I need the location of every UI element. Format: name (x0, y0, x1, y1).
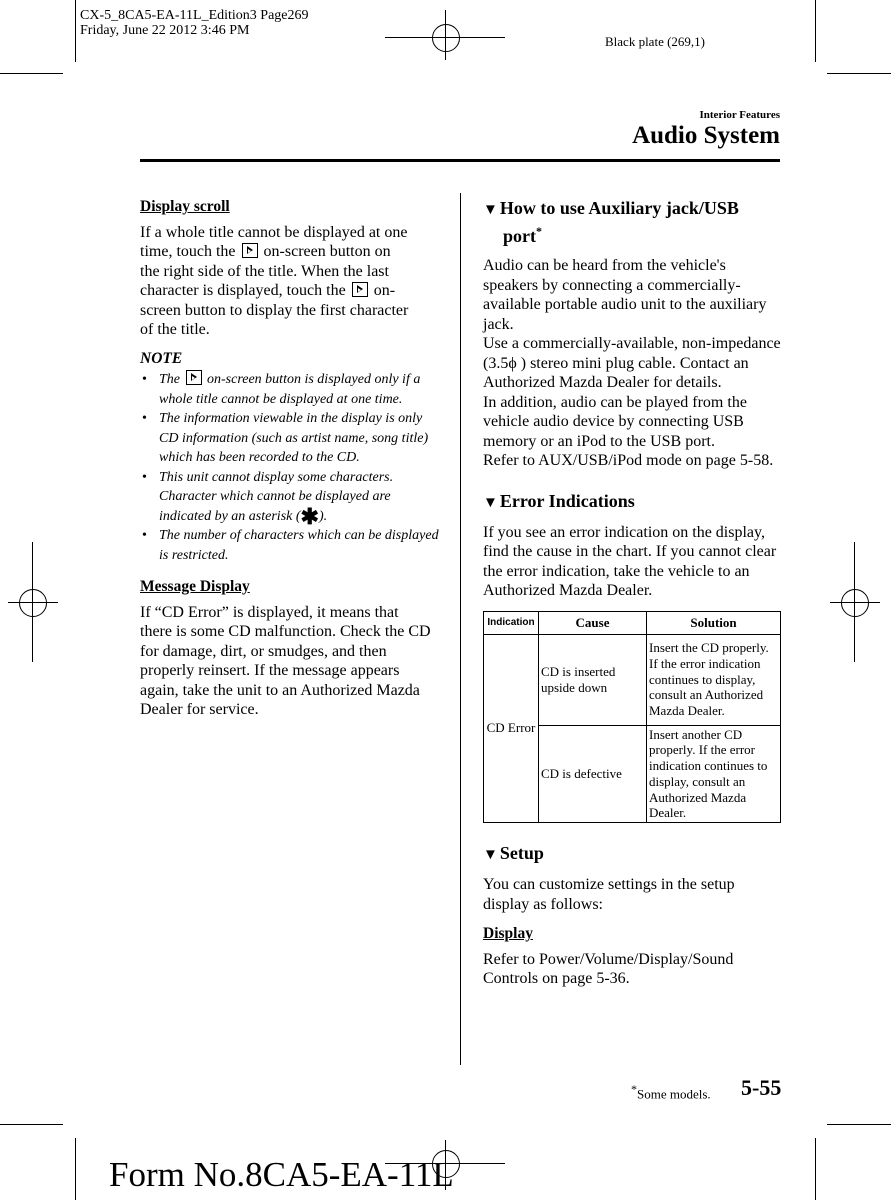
display-scroll-line: screen button to display the first character (140, 301, 409, 319)
table-cell-cause: CD is defective (539, 725, 647, 823)
display-scroll-line: time, touch the on-screen button on (140, 243, 391, 260)
errors-intro: If you see an error indication on the display, find the cause in the chart. If you cannot clear the error indication, take the vehicle to an Authorized Mazda Dealer. (483, 523, 777, 599)
table-header-cell: Indication (484, 611, 539, 634)
note-title: NOTE (140, 349, 183, 367)
crop-line (827, 73, 891, 74)
registration-mark-top (385, 10, 505, 60)
aux-paragraph: Use a commercially-available, non-impedance (3.5ϕ ) stereo mini plug cable. Contact an Authorized Mazda Dealer for details. (483, 335, 781, 391)
setup-heading: ▼ Setup (483, 843, 544, 864)
left-column (140, 197, 440, 720)
section-label: Interior Features (699, 109, 780, 121)
bullet: • (142, 469, 147, 485)
message-display-body: If “CD Error” is displayed, it means that there is some CD malfunction. Check the CD for damage, dirt, or smudges, and then properly reinsert. If the message appears again, take the unit to an Authorized Mazda Dealer for service. (140, 603, 431, 718)
table-header-cell: Cause (539, 611, 647, 634)
display-scroll-line: the right side of the title. When the last (140, 262, 389, 280)
display-scroll-line: If a whole title cannot be displayed at one (140, 223, 408, 241)
note-list (140, 370, 440, 565)
error-table (483, 611, 781, 824)
header-rule (140, 159, 780, 162)
table-cell-cause: CD is inserted upside down (539, 634, 647, 725)
setup-display-heading: Display (483, 925, 533, 943)
header-file-line: CX-5_8CA5-EA-11L_Edition3 Page269 (80, 8, 309, 23)
display-scroll-line: of the title. (140, 321, 210, 338)
table-row (484, 634, 781, 725)
right-column (483, 198, 781, 989)
crop-line (0, 73, 63, 74)
bullet: • (142, 411, 147, 426)
note-item: • The number of characters which can be displayed is restricted. (142, 528, 439, 563)
crop-line (75, 0, 76, 62)
aux-paragraph: Refer to AUX/USB/iPod mode on page 5-58. (483, 452, 774, 469)
note-item: • The information viewable in the display is only CD information (such as artist name, song title) which has been recorded to the CD. (142, 411, 429, 465)
crop-line (827, 1124, 891, 1125)
bullet: • (142, 372, 147, 387)
table-cell-solution: Insert the CD properly. If the error indication continues to display, consult an Authorized Mazda Dealer. (647, 634, 781, 725)
triangle-icon: ▼ (483, 494, 498, 511)
column-divider (460, 193, 461, 1065)
play-button-icon (186, 370, 202, 385)
display-scroll-line: character is displayed, touch the on- (140, 282, 396, 299)
crop-line (815, 0, 816, 62)
triangle-icon: ▼ (483, 202, 498, 218)
aux-heading: ▼ How to use Auxiliary jack/USB port* (483, 198, 739, 246)
page-title: Audio System (632, 122, 780, 149)
message-display-heading: Message Display (140, 578, 250, 595)
play-button-icon (352, 282, 368, 297)
table-header-cell: Solution (647, 611, 781, 634)
page-number: 5-55 (741, 1075, 782, 1100)
setup-intro: You can customize settings in the setup display as follows: (483, 876, 735, 913)
asterisk-icon: ✱ (300, 503, 319, 529)
header-plate: Black plate (269,1) (605, 34, 705, 49)
crop-line (75, 1138, 76, 1200)
aux-paragraph: In addition, audio can be played from the vehicle audio device by connecting USB memory or an iPod to the USB port. (483, 393, 747, 450)
note-item: • The on-screen button is displayed only if a whole title cannot be displayed at one time. (142, 372, 421, 407)
table-cell-indication: CD Error (484, 634, 539, 823)
table-header-row (484, 611, 781, 634)
registration-mark-right (830, 542, 880, 662)
bullet: • (142, 528, 147, 543)
footnote: *Some models. (631, 1082, 711, 1102)
table-cell-solution: Insert another CD properly. If the error indication continues to display, consult an Authorized Mazda Dealer. (647, 725, 781, 823)
display-scroll-heading: Display scroll (140, 198, 230, 215)
errors-heading: ▼ Error Indications (483, 490, 635, 511)
form-number: Form No.8CA5-EA-11L (109, 1155, 454, 1194)
setup-display-body: Refer to Power/Volume/Display/Sound Controls on page 5-36. (483, 950, 734, 988)
crop-line (815, 1138, 816, 1200)
crop-line (0, 1124, 63, 1125)
note-item: • This unit cannot display some characters. Character which cannot be displayed are indicated by an asterisk (✱). (142, 469, 394, 529)
play-button-icon (242, 243, 258, 258)
aux-paragraph: Audio can be heard from the vehicle's speakers by connecting a commercially-available portable audio unit to the auxiliary jack. (483, 257, 767, 333)
header-date-line: Friday, June 22 2012 3:46 PM (80, 23, 250, 38)
triangle-icon: ▼ (483, 847, 498, 864)
registration-mark-left (8, 542, 58, 662)
